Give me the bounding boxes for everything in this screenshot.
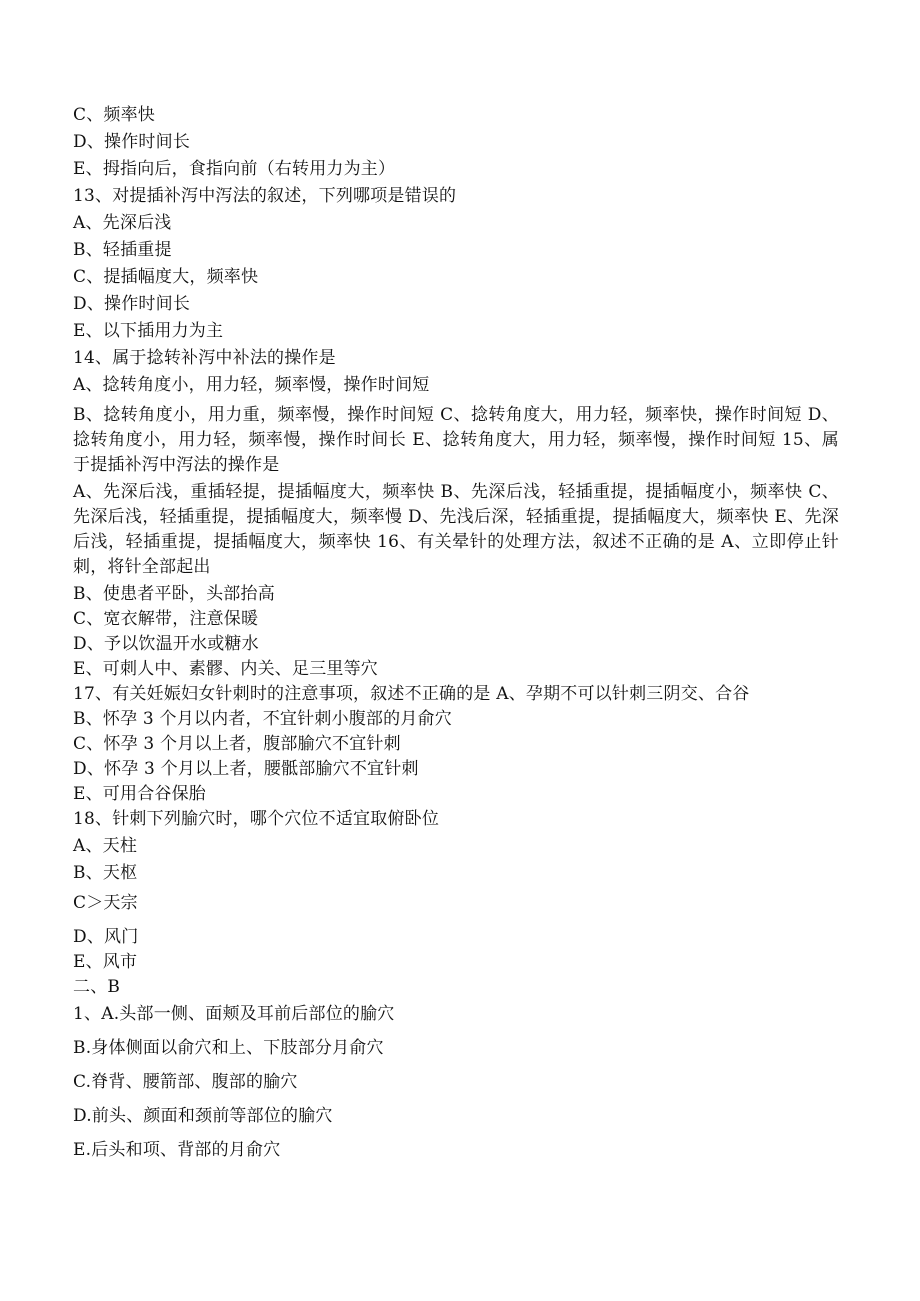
q18-option-e: E、风市 (73, 952, 138, 972)
q17-option-b: B、怀孕 3 个月以内者，不宜针刺小腹部的月俞穴 (73, 709, 452, 729)
q16-option-d: D、予以饮温开水或糖水 (73, 634, 259, 654)
b1-option-c: C.脊背、腰箭部、腹部的腧穴 (73, 1072, 298, 1092)
q16-option-e: E、可刺人中、素髎、内关、足三里等穴 (73, 659, 379, 679)
q15-options-and-question-16: A、先深后浅，重插轻提，提插幅度大，频率快 B、先深后浅，轻插重提，提插幅度小，频率快 C、先深后浅，轻插重提，提插幅度大，频率慢 D、先浅后深，轻插重提，提插幅度大，频率快 E、先深后浅，轻插重提，提插幅度大，频率快 16、有关晕针的处理方法，叙述不正确的是 A、立即停止针刺，将针全部起出 (73, 482, 839, 577)
option-c-frequency-fast: C、频率快 (73, 105, 156, 125)
q13-option-b: B、轻插重提 (73, 240, 172, 260)
q13-option-d: D、操作时间长 (73, 294, 191, 314)
q13-option-c: C、提插幅度大，频率快 (73, 267, 259, 287)
document-page (73, 103, 839, 1163)
q18-option-a: A、天柱 (73, 836, 138, 856)
q13-option-a: A、先深后浅 (73, 213, 172, 233)
b1-option-a: 1、A.头部一侧、面颊及耳前后部位的腧穴 (73, 1004, 395, 1024)
q16-option-b: B、使患者平卧，头部抬高 (73, 584, 275, 604)
q17-option-d: D、怀孕 3 个月以上者，腰骶部腧穴不宜针刺 (73, 759, 419, 779)
question-18: 18、针刺下列腧穴时，哪个穴位不适宜取俯卧位 (73, 809, 440, 829)
q13-option-e: E、以下插用力为主 (73, 321, 224, 341)
b1-option-b: B.身体侧面以俞穴和上、下肢部分月俞穴 (73, 1038, 384, 1058)
section-2-b-heading: 二、B (73, 977, 121, 997)
option-e-thumb-back: E、拇指向后，食指向前（右转用力为主） (73, 159, 396, 179)
q14-options-and-question-15: B、捻转角度小，用力重，频率慢，操作时间短 C、捻转角度大，用力轻，频率快，操作时间短 D、捻转角度小，用力轻，频率慢，操作时间长 E、捻转角度大，用力轻，频率慢，操作时间短 15、属于提插补泻中泻法的操作是 (73, 405, 839, 475)
q16-option-c: C、宽衣解带，注意保暖 (73, 609, 259, 629)
b1-option-e: E.后头和项、背部的月俞穴 (73, 1140, 281, 1160)
option-d-long-duration: D、操作时间长 (73, 132, 191, 152)
q17-option-c: C、怀孕 3 个月以上者，腹部腧穴不宜针刺 (73, 734, 401, 754)
q18-option-c: C＞天宗 (73, 893, 138, 913)
q17-option-e: E、可用合谷保胎 (73, 784, 207, 804)
question-17: 17、有关妊娠妇女针刺时的注意事项，叙述不正确的是 A、孕期不可以针刺三阴交、合谷 (73, 684, 750, 704)
q18-option-d: D、风门 (73, 927, 139, 947)
question-14: 14、属于捻转补泻中补法的操作是 (73, 348, 336, 368)
question-13: 13、对提插补泻中泻法的叙述，下列哪项是错误的 (73, 186, 457, 206)
b1-option-d: D.前头、颜面和颈前等部位的腧穴 (73, 1106, 333, 1126)
q18-option-b: B、天枢 (73, 863, 138, 883)
q14-option-a: A、捻转角度小，用力轻，频率慢，操作时间短 (73, 375, 430, 395)
